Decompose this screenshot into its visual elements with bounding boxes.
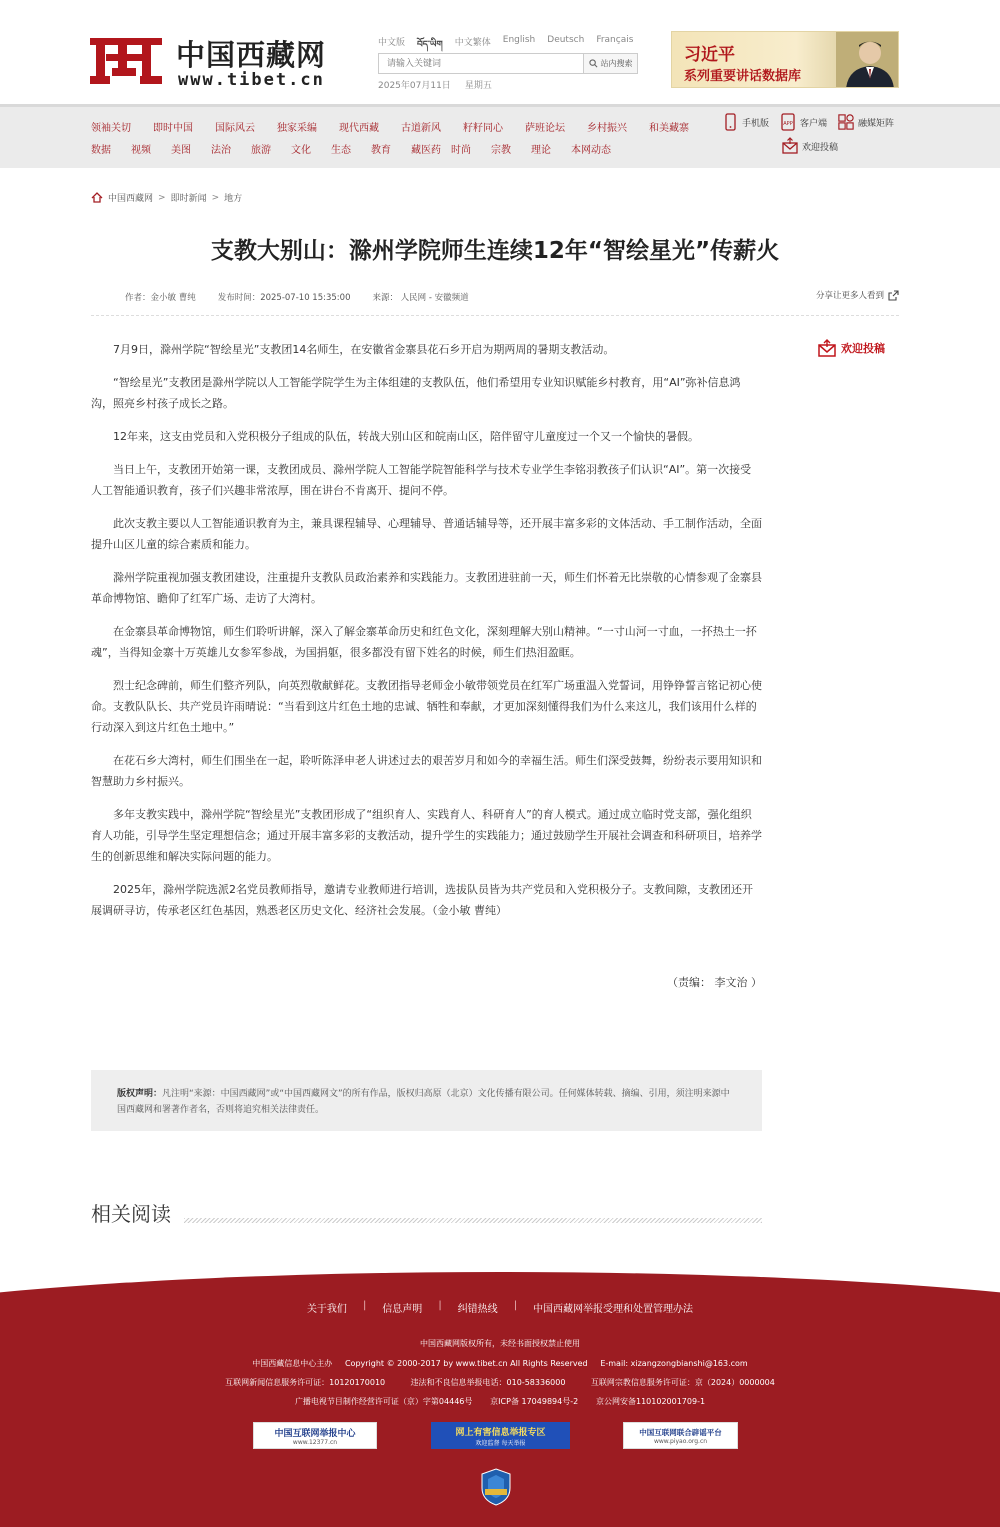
main-navigation [0, 104, 1000, 168]
copyright-notice [91, 1070, 762, 1131]
site-url: www.tibet.cn [178, 70, 325, 90]
contribute-button[interactable] [818, 339, 885, 357]
nav-item[interactable]: 和美藏寨 [649, 123, 689, 134]
nav-item[interactable]: 本网动态 [571, 145, 611, 156]
mail-icon [782, 137, 798, 155]
footer-rights: 中国西藏网版权所有，未经书面授权禁止使用 [420, 1339, 580, 1348]
article-paragraph: 此次支教主要以人工智能通识教育为主，兼具课程辅导、心理辅导、普通话辅导等，还开展丰富多彩的文体活动、手工制作活动，全面提升山区儿童的综合素质和能力。 [91, 517, 762, 551]
app-icon [780, 113, 796, 131]
meta-divider [91, 315, 899, 316]
badge-subtitle: www.piyao.org.cn [653, 1437, 708, 1445]
share-icon [888, 290, 899, 301]
harmful-info-report-badge[interactable] [431, 1422, 570, 1449]
breadcrumb-separator: > [158, 192, 166, 203]
mobile-version-label: 手机版 [742, 118, 770, 129]
nav-contribute-link[interactable] [782, 137, 838, 155]
article-body [91, 339, 762, 933]
report-center-badge[interactable] [253, 1422, 377, 1449]
breadcrumb-current[interactable]: 地方 [224, 194, 243, 204]
nav-item[interactable]: 宗教 [491, 145, 511, 156]
nav-item[interactable]: 萨班论坛 [525, 123, 565, 134]
nav-item[interactable]: 古道新风 [401, 123, 441, 134]
breadcrumb-home[interactable]: 中国西藏网 [108, 194, 154, 204]
article-publish-time: 发布时间：2025-07-10 15:35:00 [217, 293, 351, 303]
nav-item[interactable]: 藏医药 [411, 145, 441, 156]
share-button[interactable] [816, 289, 899, 301]
search-icon [589, 59, 598, 68]
media-matrix-label: 融媒矩阵 [858, 118, 895, 129]
nav-item[interactable]: 生态 [331, 145, 351, 156]
article-paragraph: 12年来，这支由党员和入党积极分子组成的队伍，转战大别山区和皖南山区，陪伴留守儿童度过一个又一个愉快的暑假。 [113, 430, 699, 443]
nav-item[interactable]: 数据 [91, 145, 111, 156]
government-site-emblem-icon[interactable] [480, 1468, 512, 1506]
nav-contribute-label: 欢迎投稿 [802, 142, 839, 153]
footer-link-statement[interactable]: 信息声明 [382, 1304, 423, 1315]
article-author: 作者：金小敏 曹纯 [125, 293, 196, 303]
nav-item[interactable]: 独家采编 [277, 123, 317, 134]
app-client-link[interactable] [780, 113, 827, 131]
badge-title: 中国互联网联合辟谣平台 [639, 1427, 722, 1437]
svg-text:APP: APP [783, 121, 793, 127]
matrix-grid-icon [838, 113, 854, 131]
lang-link[interactable]: 中文版 [378, 38, 406, 48]
phone-icon [722, 113, 738, 131]
nav-item[interactable]: 视频 [131, 145, 151, 156]
nav-item[interactable]: 时尚 [451, 145, 471, 156]
breadcrumb [91, 191, 242, 204]
nav-item[interactable]: 籽籽同心 [463, 123, 503, 134]
footer-registration-info: 广播电视节目制作经营许可证（京）字第04446号 京ICP备 17049894号-2 京公网安备110102001709-1 [294, 1397, 706, 1406]
copyright-label: 版权声明： [117, 1089, 163, 1099]
current-weekday: 星期五 [464, 81, 492, 91]
nav-item[interactable]: 现代西藏 [339, 123, 379, 134]
article-title: 支教大别山：滁州学院师生连续12年“智绘星光”传薪火 [210, 238, 780, 264]
footer-license-info: 互联网新闻信息服务许可证：10120170010 违法和不良信息举报电话：010-58336000 互联网宗教信息服务许可证：京（2024）0000004 [225, 1378, 775, 1387]
footer-links [0, 1300, 1000, 1315]
share-label: 分享让更多人看到 [815, 291, 884, 301]
footer-separator: | [362, 1300, 367, 1311]
current-date: 2025年07月11日 [378, 81, 451, 91]
mobile-version-link[interactable] [722, 113, 769, 131]
lang-link[interactable]: Deutsch [547, 35, 585, 45]
nav-item[interactable]: 乡村振兴 [587, 123, 627, 134]
article-paragraph: 当日上午，支教团开始第一课，支教团成员、滁州学院人工智能学院智能科学与技术专业学生李铭羽教孩子们认识“AI”。第一次接受人工智能通识教育，孩子们兴趣非常浓厚，围在讲台不肯离开、提问不停。 [91, 463, 752, 497]
article-paragraph: “智绘星光”支教团是滁州学院以人工智能学院学生为主体组建的支教队伍，他们希望用专业知识赋能乡村教育，用“AI”弥补信息鸿沟，照亮乡村孩子成长之路。 [91, 376, 741, 410]
search-button-label: 站内搜索 [600, 59, 633, 68]
related-reading-heading: 相关阅读 [91, 1202, 171, 1226]
banner-subtitle: 系列重要讲话数据库 [684, 69, 802, 84]
article-source: 来源： 人民网 - 安徽频道 [372, 293, 469, 303]
footer-link-about[interactable]: 关于我们 [306, 1304, 347, 1315]
article-paragraph: 在花石乡大湾村，师生们围坐在一起，聆听陈泽申老人讲述过去的艰苦岁月和如今的幸福生活。师生们深受鼓舞，纷纷表示要用知识和智慧助力乡村振兴。 [91, 754, 762, 788]
nav-item[interactable]: 理论 [531, 145, 551, 156]
nav-item[interactable]: 领袖关切 [91, 123, 131, 134]
home-icon [91, 192, 103, 203]
site-header [0, 0, 1000, 104]
footer-separator: | [513, 1300, 518, 1311]
lang-link[interactable]: བོད་ཡིག [417, 40, 443, 50]
media-matrix-link[interactable] [838, 113, 894, 131]
related-divider [184, 1218, 762, 1223]
nav-item[interactable]: 教育 [371, 145, 391, 156]
rumor-platform-badge[interactable] [623, 1422, 738, 1449]
badge-subtitle: www.12377.cn [292, 1438, 338, 1446]
article-paragraph: 2025年，滁州学院选派2名党员教师指导，邀请专业教师进行培训，选拔队员皆为共产党员和入党积极分子。支教间隙，支教团还开展调研寻访，传承老区红色基因，熟悉老区历史文化、经济社会发展。（金小敏 曹纯） [91, 883, 753, 917]
badge-title: 网上有害信息举报专区 [455, 1427, 546, 1438]
article-paragraph: 在金寨县革命博物馆，师生们聆听讲解，深入了解金寨革命历史和红色文化，深刻理解大别山精神。“一寸山河一寸血，一抔热土一抔魂”，当得知金寨十万英雄儿女参军参战，为国捐躯，很多都没有留下姓名的时候，师生们热泪盈眶。 [91, 625, 757, 659]
article-meta [125, 291, 469, 303]
contribute-label: 欢迎投稿 [841, 342, 885, 355]
badge-subtitle: 欢迎监督 每天举报 [475, 1439, 526, 1447]
article-paragraph: 7月9日，滁州学院“智绘星光”支教团14名师生，在安徽省金寨县花石乡开启为期两周的暑期支教活动。 [113, 343, 615, 356]
footer-link-hotline[interactable]: 纠错热线 [457, 1304, 498, 1315]
nav-item[interactable]: 美图 [171, 145, 191, 156]
article-paragraph: 多年支教实践中，滁州学院“智绘星光”支教团形成了“组织育人、实践育人、科研育人”的育人模式。通过成立临时党支部，强化组织育人功能，引导学生坚定理想信念；通过开展丰富多彩的支教活动，提升学生的实践能力；通过鼓励学生开展社会调查和科研项目，培养学生的创新思维和解决实际问题的能力。 [91, 808, 762, 863]
nav-row-primary [91, 119, 711, 134]
tibet-logo-icon[interactable] [90, 34, 162, 88]
lang-link[interactable]: 中文繁体 [454, 38, 491, 48]
nav-item[interactable]: 即时中国 [153, 123, 193, 134]
article-editor: （责编： 李文治 ） [667, 976, 762, 989]
nav-item[interactable]: 法治 [211, 145, 231, 156]
nav-row-secondary [91, 141, 631, 156]
footer-separator: | [438, 1300, 442, 1311]
app-client-label: 客户端 [800, 118, 828, 129]
footer-link-report-rules[interactable]: 中国西藏网举报受理和处置管理办法 [533, 1304, 694, 1315]
footer-host-info: 中国西藏信息中心主办 Copyright © 2000-2017 by www.tibet.cn All Rights Reserved E-mail: xizangzongbianshi@163.com [252, 1359, 748, 1368]
copyright-text: 凡注明“来源：中国西藏网”或“中国西藏网文”的所有作品，版权归高原（北京）文化传播有限公司。任何媒体转载、摘编、引用，须注明来源中国西藏网和署著作者名，否则将追究相关法律责任。 [117, 1089, 730, 1115]
site-logo-text[interactable]: 中国西藏网 [176, 38, 327, 72]
nav-item[interactable]: 文化 [291, 145, 311, 156]
search-input[interactable] [379, 54, 583, 73]
badge-title: 中国互联网举报中心 [274, 1428, 356, 1439]
article-paragraph: 烈士纪念碑前，师生们整齐列队，向英烈敬献鲜花。支教团指导老师金小敏带领党员在红军广场重温入党誓词，用铮铮誓言铭记初心使命。支教队队长、共产党员许雨晴说：“当看到这片红色土地的忠诚、牺牲和奉献，才更加深刻懂得我们为什么来这儿，我们该用什么样的行动深入到这片红色土地中。” [91, 679, 762, 734]
search-button[interactable] [583, 54, 637, 73]
lang-link[interactable]: English [502, 35, 536, 45]
date-display [378, 78, 492, 91]
breadcrumb-separator: > [211, 192, 220, 203]
article-paragraph: 滁州学院重视加强支教团建设，注重提升支教队员政治素养和实践能力。支教团进驻前一天，师生们怀着无比崇敬的心情参观了金寨县革命博物馆、瞻仰了红军广场、走访了大湾村。 [91, 571, 762, 605]
banner-title: 习近平 [684, 45, 735, 65]
search-bar [378, 53, 638, 74]
portrait-photo [836, 32, 898, 88]
breadcrumb-section[interactable]: 即时新闻 [170, 194, 207, 204]
nav-item[interactable]: 旅游 [251, 145, 271, 156]
lang-link[interactable]: Français [596, 35, 634, 45]
mail-icon [818, 339, 836, 357]
nav-item[interactable]: 国际风云 [215, 123, 255, 134]
xi-speech-database-banner[interactable] [671, 31, 899, 88]
